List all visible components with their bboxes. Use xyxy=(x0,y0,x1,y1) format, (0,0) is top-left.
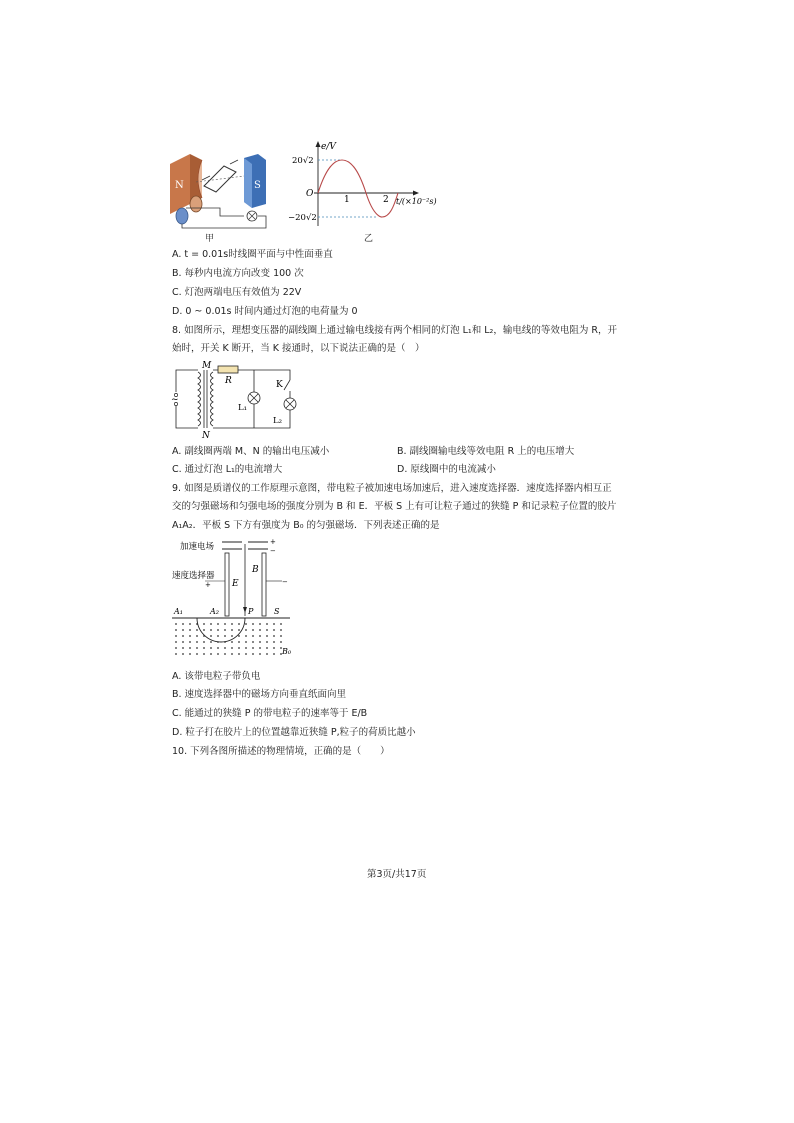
accel-minus: − xyxy=(270,547,276,555)
resistor-r xyxy=(218,366,238,373)
q8-stem-line2: 始时，开关 K 断开，当 K 接通时，以下说法正确的是（ ） xyxy=(172,343,425,354)
label-e: E xyxy=(232,579,239,589)
field-dot xyxy=(203,635,205,637)
field-dot xyxy=(175,647,177,649)
field-dot xyxy=(203,623,205,625)
origin-label: O xyxy=(306,189,314,199)
accel-plus: + xyxy=(270,538,276,546)
field-dot xyxy=(224,653,226,655)
field-dot xyxy=(175,623,177,625)
field-dot xyxy=(189,647,191,649)
field-dot xyxy=(245,641,247,643)
label-b0: B₀ xyxy=(282,647,292,656)
accel-field-label: 加速电场 xyxy=(180,542,215,552)
label-n: N xyxy=(202,431,210,440)
field-dot xyxy=(266,623,268,625)
field-dot xyxy=(182,635,184,637)
field-dot xyxy=(259,635,261,637)
field-dot xyxy=(203,641,205,643)
generator-figure xyxy=(166,146,276,238)
field-dot xyxy=(217,629,219,631)
y-trough-label: −20√2 xyxy=(288,213,317,223)
field-dot xyxy=(175,641,177,643)
transformer-circuit-figure xyxy=(168,360,300,440)
page-number: 第3页/共17页 xyxy=(367,869,427,880)
field-dot xyxy=(273,653,275,655)
selector-plus: + xyxy=(205,581,211,589)
x-tick-1: 1 xyxy=(344,195,350,205)
field-dot xyxy=(280,623,282,625)
transformer-circuit-svg xyxy=(168,360,300,440)
selector-minus: − xyxy=(282,578,288,586)
q8-option-d: D. 原线圈中的电流减小 xyxy=(397,464,496,475)
field-dot xyxy=(231,653,233,655)
label-p: P xyxy=(248,607,254,616)
field-dot xyxy=(210,623,212,625)
field-dot xyxy=(217,635,219,637)
field-dot xyxy=(217,641,219,643)
field-dot xyxy=(231,635,233,637)
field-dot xyxy=(259,623,261,625)
label-l2: L₂ xyxy=(273,416,283,426)
q9-stem-line3: A₁A₂．平板 S 下方有强度为 B₀ 的匀强磁场．下列表述正确的是 xyxy=(172,520,440,531)
label-a2: A₂ xyxy=(210,607,219,616)
field-dot xyxy=(266,653,268,655)
field-dot xyxy=(266,629,268,631)
q7-option-a: A. t = 0.01s时线圈平面与中性面垂直 xyxy=(172,249,333,260)
x-axis-arrow xyxy=(413,191,419,196)
field-dot xyxy=(231,647,233,649)
field-dot xyxy=(224,647,226,649)
field-dot xyxy=(217,623,219,625)
q7-option-b: B. 每秒内电流方向改变 100 次 xyxy=(172,268,304,279)
magnet-s-label: S xyxy=(254,180,261,191)
y-axis-label: e/V xyxy=(321,142,336,152)
field-dot xyxy=(189,653,191,655)
field-dot xyxy=(238,647,240,649)
velocity-selector-label: 速度选择器 xyxy=(172,571,215,581)
q9-option-c: C. 能通过的狭缝 P 的带电粒子的速率等于 E/B xyxy=(172,708,368,719)
field-dot xyxy=(238,629,240,631)
field-dot xyxy=(196,629,198,631)
field-dot xyxy=(217,653,219,655)
field-dot xyxy=(175,629,177,631)
field-dot xyxy=(189,629,191,631)
field-dot xyxy=(182,629,184,631)
field-dot xyxy=(231,641,233,643)
field-dot xyxy=(238,635,240,637)
field-dot xyxy=(210,653,212,655)
figure-yi-caption: 乙 xyxy=(364,234,374,244)
mass-spectrometer-figure xyxy=(170,536,300,662)
field-dot xyxy=(273,647,275,649)
field-dot xyxy=(231,623,233,625)
mass-spectrometer-svg xyxy=(170,536,300,662)
q9-option-a: A. 该带电粒子带负电 xyxy=(172,671,261,682)
field-dot xyxy=(245,635,247,637)
field-dot xyxy=(210,629,212,631)
field-dot xyxy=(175,653,177,655)
q9-option-b: B. 速度选择器中的磁场方向垂直纸面向里 xyxy=(172,689,347,700)
field-dot xyxy=(245,653,247,655)
field-dot xyxy=(259,647,261,649)
y-axis-arrow xyxy=(316,141,321,147)
label-b: B xyxy=(252,565,259,575)
q9-option-d: D. 粒子打在胶片上的位置越靠近狭缝 P,粒子的荷质比越小 xyxy=(172,727,416,738)
field-dot xyxy=(203,629,205,631)
field-dot xyxy=(224,635,226,637)
field-dot xyxy=(280,635,282,637)
field-dot xyxy=(231,629,233,631)
field-dot xyxy=(280,641,282,643)
emf-time-graph xyxy=(284,138,439,228)
field-dot xyxy=(252,635,254,637)
label-m: M xyxy=(202,361,212,371)
field-dot xyxy=(252,623,254,625)
emf-time-graph-svg xyxy=(284,138,439,228)
ac-source-symbol: ~ xyxy=(171,395,179,405)
field-dot xyxy=(259,629,261,631)
q7-option-c: C. 灯泡两端电压有效值为 22V xyxy=(172,287,302,298)
field-dot xyxy=(280,629,282,631)
field-dot xyxy=(210,641,212,643)
field-dot xyxy=(259,653,261,655)
label-l1: L₁ xyxy=(238,403,248,413)
q8-option-b: B. 副线圈输电线等效电阻 R 上的电压增大 xyxy=(397,446,575,457)
field-dot xyxy=(238,641,240,643)
field-dot xyxy=(182,623,184,625)
field-dot xyxy=(189,641,191,643)
field-dot xyxy=(252,653,254,655)
field-dot xyxy=(273,635,275,637)
field-dot xyxy=(252,641,254,643)
field-dot xyxy=(182,653,184,655)
field-dot xyxy=(273,623,275,625)
field-dot xyxy=(252,629,254,631)
field-dot xyxy=(245,623,247,625)
label-a1: A₁ xyxy=(174,607,183,616)
field-dot xyxy=(266,641,268,643)
field-dot xyxy=(203,647,205,649)
x-tick-2: 2 xyxy=(383,195,389,205)
field-dot xyxy=(238,653,240,655)
field-dot xyxy=(203,653,205,655)
field-dot xyxy=(224,629,226,631)
field-dot xyxy=(196,635,198,637)
switch-k xyxy=(284,380,290,390)
q8-option-c: C. 通过灯泡 L₁的电流增大 xyxy=(172,464,283,475)
q7-option-d: D. 0 ~ 0.01s 时间内通过灯泡的电荷量为 0 xyxy=(172,306,358,317)
figure-jia-caption: 甲 xyxy=(205,234,215,244)
field-dot xyxy=(189,635,191,637)
field-dot xyxy=(273,641,275,643)
field-dot xyxy=(259,641,261,643)
field-dot xyxy=(196,623,198,625)
field-dot xyxy=(182,647,184,649)
q9-stem-line1: 9. 如图是质谱仪的工作原理示意图，带电粒子被加速电场加速后，进入速度选择器．速度选择器内相互正 xyxy=(172,483,612,494)
q8-stem-line1: 8. 如图所示，理想变压器的副线圈上通过输电线接有两个相同的灯泡 L₁和 L₂，输电线的等效电阻为 R，开 xyxy=(172,325,617,336)
sine-curve xyxy=(318,160,398,217)
field-dot xyxy=(245,647,247,649)
field-dot xyxy=(252,647,254,649)
field-dot xyxy=(210,647,212,649)
field-dot xyxy=(266,635,268,637)
field-dot xyxy=(189,623,191,625)
y-peak-label: 20√2 xyxy=(292,156,314,166)
label-r: R xyxy=(225,376,232,386)
b0-dot-field xyxy=(175,623,282,655)
q8-option-a: A. 副线圈两端 M、N 的输出电压减小 xyxy=(172,446,330,457)
field-dot xyxy=(245,629,247,631)
field-dot xyxy=(196,647,198,649)
label-s: S xyxy=(274,607,280,616)
field-dot xyxy=(266,647,268,649)
field-dot xyxy=(210,635,212,637)
field-dot xyxy=(196,641,198,643)
magnet-n-label: N xyxy=(175,180,184,191)
field-dot xyxy=(182,641,184,643)
field-dot xyxy=(238,623,240,625)
generator-drawing xyxy=(166,146,276,238)
field-dot xyxy=(175,635,177,637)
x-axis-label: t/(×10⁻²s) xyxy=(396,197,437,206)
field-dot xyxy=(224,623,226,625)
q9-stem-line2: 交的匀强磁场和匀强电场的强度分别为 B 和 E．平板 S 上有可让粒子通过的狭缝 P 和记录粒子位置的胶片 xyxy=(172,501,617,512)
field-dot xyxy=(224,641,226,643)
label-k: K xyxy=(276,380,283,390)
field-dot xyxy=(196,653,198,655)
field-dot xyxy=(217,647,219,649)
q10-stem: 10. 下列各图所描述的物理情境，正确的是（ ） xyxy=(172,746,390,757)
field-dot xyxy=(273,629,275,631)
